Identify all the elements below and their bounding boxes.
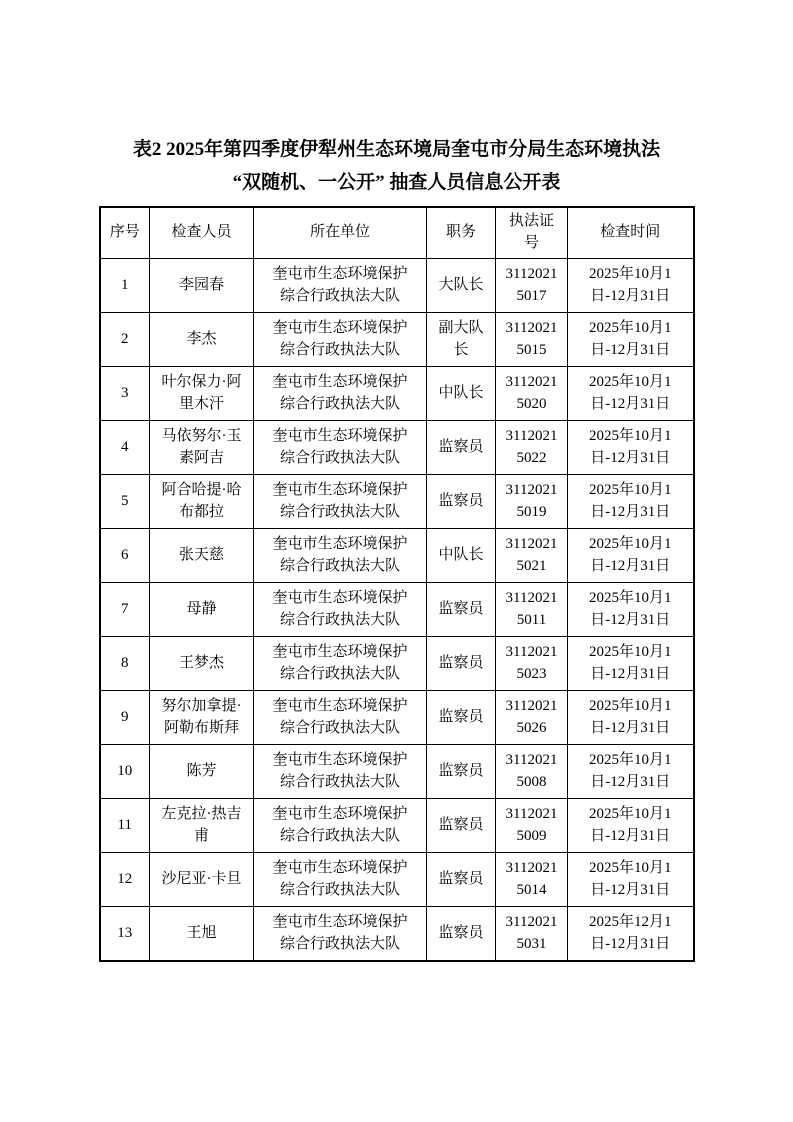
header-inspection-time: 检查时间	[568, 207, 694, 258]
cell-inspection-time: 2025年10月1日-12月31日	[568, 312, 694, 366]
cell-unit: 奎屯市生态环境保护综合行政执法大队	[254, 528, 427, 582]
cell-certificate-no: 31120215021	[496, 528, 568, 582]
table-row	[100, 474, 694, 528]
cell-unit: 奎屯市生态环境保护综合行政执法大队	[254, 852, 427, 906]
cell-unit: 奎屯市生态环境保护综合行政执法大队	[254, 798, 427, 852]
cell-inspector-name: 马依努尔·玉素阿吉	[150, 420, 254, 474]
table-header	[100, 207, 694, 258]
cell-unit: 奎屯市生态环境保护综合行政执法大队	[254, 906, 427, 961]
cell-position: 副大队长	[427, 312, 496, 366]
cell-serial-number: 6	[100, 528, 150, 582]
cell-position: 监察员	[427, 690, 496, 744]
cell-position: 监察员	[427, 420, 496, 474]
cell-serial-number: 12	[100, 852, 150, 906]
table-row	[100, 852, 694, 906]
cell-inspection-time: 2025年10月1日-12月31日	[568, 636, 694, 690]
cell-inspector-name: 叶尔保力·阿里木汗	[150, 366, 254, 420]
table-body	[100, 258, 694, 961]
cell-inspection-time: 2025年10月1日-12月31日	[568, 258, 694, 312]
cell-inspection-time: 2025年10月1日-12月31日	[568, 582, 694, 636]
cell-serial-number: 2	[100, 312, 150, 366]
cell-certificate-no: 31120215017	[496, 258, 568, 312]
cell-serial-number: 4	[100, 420, 150, 474]
document-title	[0, 0, 793, 199]
cell-serial-number: 10	[100, 744, 150, 798]
cell-serial-number: 13	[100, 906, 150, 961]
cell-position: 监察员	[427, 798, 496, 852]
cell-certificate-no: 31120215014	[496, 852, 568, 906]
cell-inspector-name: 王旭	[150, 906, 254, 961]
cell-certificate-no: 31120215020	[496, 366, 568, 420]
cell-certificate-no: 31120215008	[496, 744, 568, 798]
table-row	[100, 744, 694, 798]
cell-inspector-name: 张天慈	[150, 528, 254, 582]
cell-position: 监察员	[427, 906, 496, 961]
table-row	[100, 420, 694, 474]
title-line-2: “双随机、一公开” 抽查人员信息公开表	[232, 172, 561, 193]
cell-position: 中队长	[427, 528, 496, 582]
cell-certificate-no: 31120215031	[496, 906, 568, 961]
cell-inspector-name: 王梦杰	[150, 636, 254, 690]
cell-unit: 奎屯市生态环境保护综合行政执法大队	[254, 744, 427, 798]
cell-inspection-time: 2025年10月1日-12月31日	[568, 852, 694, 906]
cell-serial-number: 7	[100, 582, 150, 636]
header-inspector: 检查人员	[150, 207, 254, 258]
header-serial-number: 序号	[100, 207, 150, 258]
cell-certificate-no: 31120215011	[496, 582, 568, 636]
cell-unit: 奎屯市生态环境保护综合行政执法大队	[254, 312, 427, 366]
cell-inspector-name: 李杰	[150, 312, 254, 366]
cell-inspection-time: 2025年12月1日-12月31日	[568, 906, 694, 961]
table-row	[100, 636, 694, 690]
cell-inspector-name: 母静	[150, 582, 254, 636]
cell-serial-number: 1	[100, 258, 150, 312]
cell-certificate-no: 31120215015	[496, 312, 568, 366]
cell-serial-number: 11	[100, 798, 150, 852]
cell-position: 大队长	[427, 258, 496, 312]
cell-inspection-time: 2025年10月1日-12月31日	[568, 798, 694, 852]
table-row	[100, 582, 694, 636]
cell-position: 监察员	[427, 582, 496, 636]
title-line-1: 表2 2025年第四季度伊犁州生态环境局奎屯市分局生态环境执法	[132, 139, 661, 160]
cell-certificate-no: 31120215019	[496, 474, 568, 528]
cell-certificate-no: 31120215026	[496, 690, 568, 744]
table-row	[100, 258, 694, 312]
header-position: 职务	[427, 207, 496, 258]
cell-inspection-time: 2025年10月1日-12月31日	[568, 528, 694, 582]
cell-inspection-time: 2025年10月1日-12月31日	[568, 690, 694, 744]
inspection-personnel-table	[99, 206, 695, 962]
cell-serial-number: 9	[100, 690, 150, 744]
cell-unit: 奎屯市生态环境保护综合行政执法大队	[254, 582, 427, 636]
cell-position: 中队长	[427, 366, 496, 420]
table-row	[100, 690, 694, 744]
cell-inspection-time: 2025年10月1日-12月31日	[568, 420, 694, 474]
cell-unit: 奎屯市生态环境保护综合行政执法大队	[254, 690, 427, 744]
cell-inspector-name: 沙尼亚·卡旦	[150, 852, 254, 906]
cell-certificate-no: 31120215023	[496, 636, 568, 690]
cell-unit: 奎屯市生态环境保护综合行政执法大队	[254, 474, 427, 528]
table-row	[100, 906, 694, 961]
cell-unit: 奎屯市生态环境保护综合行政执法大队	[254, 258, 427, 312]
cell-unit: 奎屯市生态环境保护综合行政执法大队	[254, 636, 427, 690]
cell-serial-number: 8	[100, 636, 150, 690]
cell-serial-number: 5	[100, 474, 150, 528]
cell-inspector-name: 阿合哈提·哈布都拉	[150, 474, 254, 528]
cell-serial-number: 3	[100, 366, 150, 420]
cell-inspection-time: 2025年10月1日-12月31日	[568, 474, 694, 528]
table-row	[100, 312, 694, 366]
cell-inspection-time: 2025年10月1日-12月31日	[568, 366, 694, 420]
cell-certificate-no: 31120215009	[496, 798, 568, 852]
cell-inspector-name: 陈芳	[150, 744, 254, 798]
header-unit: 所在单位	[254, 207, 427, 258]
table-header-row	[100, 207, 694, 258]
cell-position: 监察员	[427, 852, 496, 906]
cell-position: 监察员	[427, 636, 496, 690]
table-row	[100, 366, 694, 420]
cell-unit: 奎屯市生态环境保护综合行政执法大队	[254, 366, 427, 420]
cell-position: 监察员	[427, 744, 496, 798]
cell-inspector-name: 左克拉·热吉甫	[150, 798, 254, 852]
cell-position: 监察员	[427, 474, 496, 528]
table-row	[100, 798, 694, 852]
table-row	[100, 528, 694, 582]
cell-inspector-name: 李园春	[150, 258, 254, 312]
cell-unit: 奎屯市生态环境保护综合行政执法大队	[254, 420, 427, 474]
cell-inspector-name: 努尔加拿提·阿勒布斯拜	[150, 690, 254, 744]
header-certificate-no: 执法证号	[496, 207, 568, 258]
cell-inspection-time: 2025年10月1日-12月31日	[568, 744, 694, 798]
cell-certificate-no: 31120215022	[496, 420, 568, 474]
